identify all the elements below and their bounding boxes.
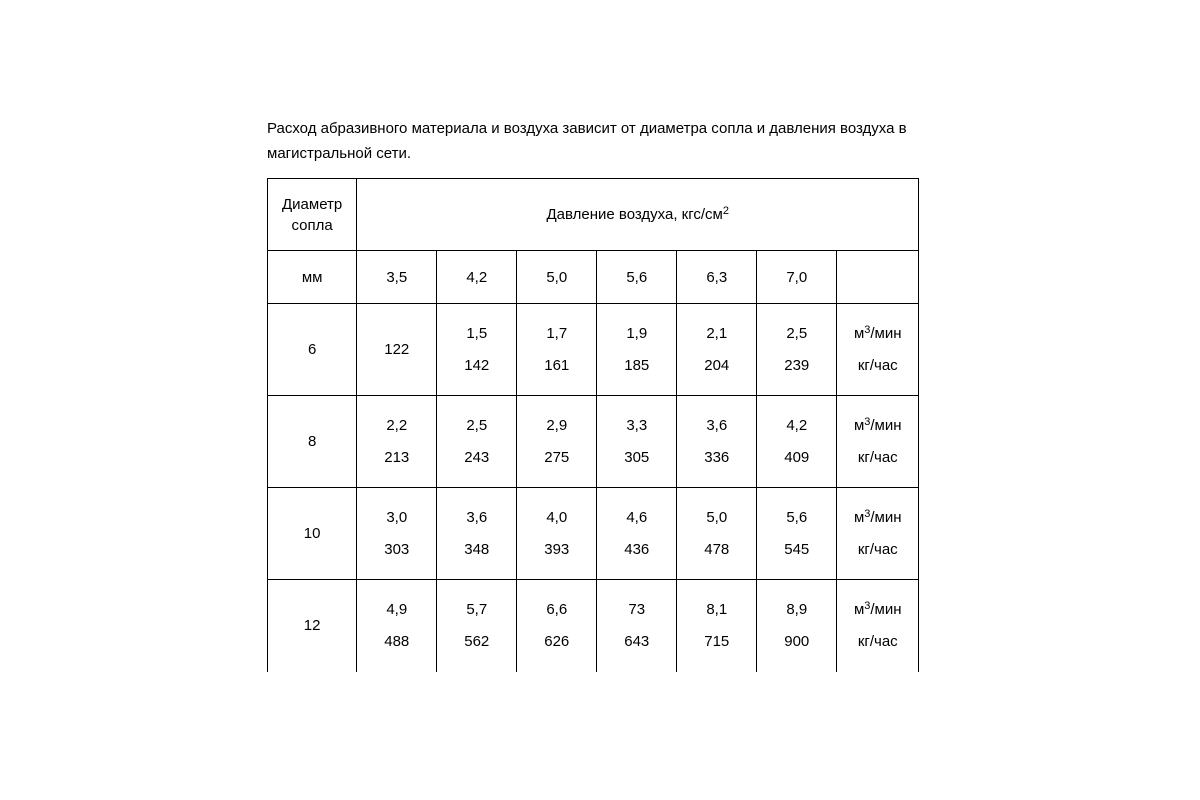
- diameter-cell: [268, 580, 357, 672]
- air-flow-value: 5,0: [706, 508, 728, 526]
- units-cell: [837, 488, 919, 580]
- pressure-header-label: Давление воздуха, кгс/см: [546, 206, 723, 223]
- value-cell: [757, 580, 837, 672]
- pressure-tick-cell: 6,3: [677, 251, 757, 304]
- units-mass-label: кг/час: [857, 540, 898, 558]
- abrasive-flow-value: 488: [384, 632, 410, 650]
- diameter-header-cell: [268, 179, 357, 251]
- value-cell: [357, 304, 437, 396]
- units-cell: [837, 304, 919, 396]
- pressure-tick-cell: 3,5: [357, 251, 437, 304]
- air-flow-value: 3,6: [466, 508, 488, 526]
- table-header-row: [268, 179, 919, 251]
- air-flow-value: 1,9: [626, 324, 648, 342]
- abrasive-flow-value: 626: [544, 632, 570, 650]
- table-row-d12: [268, 580, 919, 672]
- abrasive-flow-value: 142: [464, 356, 490, 374]
- air-flow-value: 3,6: [706, 416, 728, 434]
- value-cell: [357, 488, 437, 580]
- units-flow-label: $м^3$/мин: [853, 415, 902, 434]
- units-flow-superscript: 3: [864, 599, 871, 612]
- air-flow-value: 4,0: [546, 508, 568, 526]
- units-flow-label: $м^3$/мин: [853, 599, 902, 618]
- units-flow-label: $м^3$/мин: [853, 323, 902, 342]
- air-flow-value: 2,9: [546, 416, 568, 434]
- intro-line-1: Расход абразивного материала и воздуха зависит от диаметра сопла и давления воздуха в: [267, 120, 907, 137]
- table-row-d10: [268, 488, 919, 580]
- diameter-value: 6: [307, 340, 317, 358]
- value-cell: [677, 396, 757, 488]
- abrasive-flow-value: 478: [704, 540, 730, 558]
- single-value: 122: [384, 340, 410, 358]
- air-flow-value: 2,2: [386, 416, 408, 434]
- diameter-value: 10: [303, 524, 321, 542]
- value-cell: [517, 488, 597, 580]
- air-flow-value: 8,9: [786, 600, 808, 618]
- value-cell: [437, 396, 517, 488]
- abrasive-flow-value: 204: [704, 356, 730, 374]
- abrasive-flow-value: 562: [464, 632, 490, 650]
- diameter-header-label: Диаметр сопла: [282, 195, 343, 234]
- value-cell: [517, 396, 597, 488]
- abrasive-flow-value: 303: [384, 540, 410, 558]
- units-flow-superscript: 3: [864, 507, 871, 520]
- air-flow-value: 8,1: [706, 600, 728, 618]
- air-flow-value: 1,5: [466, 324, 488, 342]
- value-cell: [517, 304, 597, 396]
- abrasive-flow-value: 900: [784, 632, 810, 650]
- abrasive-flow-value: 545: [784, 540, 810, 558]
- diameter-value: 12: [303, 616, 321, 634]
- abrasive-flow-value: 348: [464, 540, 490, 558]
- diameter-value: 8: [307, 432, 317, 450]
- value-cell: [677, 580, 757, 672]
- value-cell: [437, 580, 517, 672]
- abrasive-flow-value: 643: [624, 632, 650, 650]
- value-cell: [597, 304, 677, 396]
- value-cell: [437, 304, 517, 396]
- units-flow-label: $м^3$/мин: [853, 507, 902, 526]
- pressure-tick-cell: 4,2: [437, 251, 517, 304]
- abrasive-flow-value: 436: [624, 540, 650, 558]
- units-mass-label: кг/час: [857, 356, 898, 374]
- diameter-cell: [268, 304, 357, 396]
- abrasive-flow-value: 409: [784, 448, 810, 466]
- units-cell: [837, 396, 919, 488]
- table-row-d6: [268, 304, 919, 396]
- air-flow-value: 1,7: [546, 324, 568, 342]
- value-cell: [437, 488, 517, 580]
- abrasive-flow-value: 243: [464, 448, 490, 466]
- empty-subheader-cell: [837, 251, 919, 304]
- pressure-tick-cell: 7,0: [757, 251, 837, 304]
- unit-mm-cell: мм: [268, 251, 357, 304]
- diameter-cell: [268, 488, 357, 580]
- value-cell: [757, 488, 837, 580]
- consumption-table: [267, 178, 919, 672]
- abrasive-flow-value: 336: [704, 448, 730, 466]
- diameter-cell: [268, 396, 357, 488]
- pressure-header-superscript: 2: [722, 205, 729, 217]
- abrasive-flow-value: 305: [624, 448, 650, 466]
- units-flow-superscript: 3: [864, 415, 871, 428]
- pressure-tick-cell: 5,0: [517, 251, 597, 304]
- value-cell: [597, 580, 677, 672]
- intro-paragraph: [267, 116, 941, 166]
- air-flow-value: 6,6: [546, 600, 568, 618]
- air-flow-value: 4,6: [626, 508, 648, 526]
- value-cell: [357, 396, 437, 488]
- value-cell: [757, 396, 837, 488]
- air-flow-value: 3,0: [386, 508, 408, 526]
- units-mass-label: кг/час: [857, 448, 898, 466]
- value-cell: [677, 304, 757, 396]
- air-flow-value: 5,6: [786, 508, 808, 526]
- table-subheader-row: [268, 251, 919, 304]
- value-cell: [757, 304, 837, 396]
- intro-line-2: магистральной сети.: [267, 145, 412, 162]
- air-flow-value: 4,2: [786, 416, 808, 434]
- abrasive-flow-value: 213: [384, 448, 410, 466]
- units-flow-superscript: 3: [864, 323, 871, 336]
- value-cell: [597, 396, 677, 488]
- value-cell: [597, 488, 677, 580]
- units-mass-label: кг/час: [857, 632, 898, 650]
- abrasive-flow-value: 239: [784, 356, 810, 374]
- abrasive-flow-value: 393: [544, 540, 570, 558]
- air-flow-value: 2,5: [466, 416, 488, 434]
- air-flow-value: 3,3: [626, 416, 648, 434]
- air-flow-value: 5,7: [466, 600, 488, 618]
- air-flow-value: 2,5: [786, 324, 808, 342]
- abrasive-flow-value: 185: [624, 356, 650, 374]
- abrasive-flow-value: 275: [544, 448, 570, 466]
- abrasive-flow-value: 715: [704, 632, 730, 650]
- value-cell: [517, 580, 597, 672]
- table-row-d8: [268, 396, 919, 488]
- air-flow-value: 4,9: [386, 600, 408, 618]
- value-cell: [357, 580, 437, 672]
- value-cell: [677, 488, 757, 580]
- abrasive-flow-value: 161: [544, 356, 570, 374]
- pressure-tick-cell: 5,6: [597, 251, 677, 304]
- air-flow-value: 2,1: [706, 324, 728, 342]
- units-cell: [837, 580, 919, 672]
- pressure-header-cell: [357, 179, 919, 251]
- air-flow-value: 73: [628, 600, 646, 618]
